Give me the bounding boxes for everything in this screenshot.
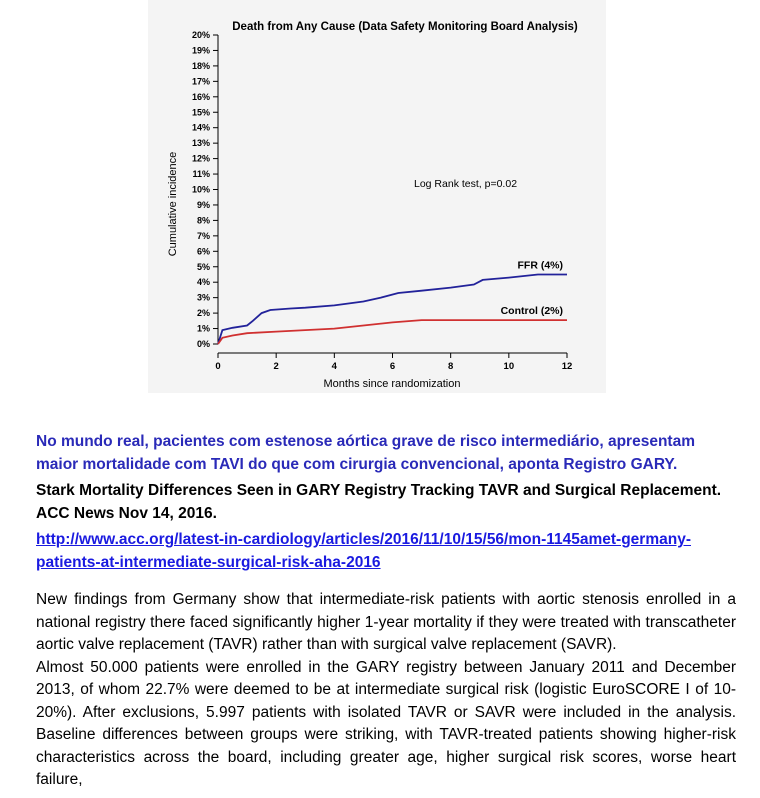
- x-axis-label: Months since randomization: [323, 378, 461, 390]
- article-body: [36, 589, 736, 792]
- y-tick-label: 16%: [191, 91, 210, 102]
- y-tick-label: 2%: [196, 308, 210, 319]
- km-chart: [148, 0, 606, 393]
- y-tick-label: 3%: [196, 292, 210, 303]
- y-tick-label: 13%: [191, 138, 210, 149]
- y-tick-label: 18%: [191, 60, 210, 71]
- x-tick-label: 0: [215, 361, 221, 372]
- x-tick-label: 6: [389, 361, 396, 372]
- paragraph-1: New findings from Germany show that intermediate-risk patients with aortic stenosis enrolled in a national registry there faced significantly higher 1-year mortality if they were treated with transcatheter aortic valve replacement (TAVR) rather than with surgical valve replacement (SAVR).: [36, 591, 736, 653]
- y-tick-label: 9%: [196, 199, 210, 210]
- y-tick-label: 7%: [196, 230, 210, 241]
- article-link[interactable]: http://www.acc.org/latest-in-cardiology/articles/2016/11/10/15/56/mon-1145amet-germany-patients-at-intermediate-surgical-risk-aha-2016: [36, 531, 691, 571]
- y-tick-label: 6%: [196, 246, 210, 257]
- y-ticks: [192, 30, 218, 349]
- x-tick-label: 10: [503, 361, 515, 372]
- y-tick-label: 12%: [191, 153, 210, 164]
- y-tick-label: 1%: [196, 323, 210, 334]
- y-axis-label: Cumulative incidence: [167, 151, 179, 257]
- article-headline: No mundo real, pacientes com estenose aórtica grave de risco intermediário, apresentam maior mortalidade com TAVI do que com cirurgia convencional, aponta Registro GARY.: [36, 433, 695, 473]
- y-tick-label: 11%: [192, 169, 210, 180]
- y-tick-label: 5%: [196, 261, 210, 272]
- y-tick-label: 17%: [191, 76, 210, 87]
- x-tick-label: 2: [273, 361, 279, 372]
- x-tick-label: 8: [448, 361, 454, 372]
- y-tick-label: 20%: [191, 30, 210, 40]
- paragraph-2: Almost 50.000 patients were enrolled in the GARY registry between January 2011 and December 2013, of whom 22.7% were deemed to be at intermediate surgical risk (logistic EuroSCORE I of 10-20%). After exclusions, 5.997 patients with isolated TAVR or SAVR were included in the analysis. Baseline differences between groups were striking, with TAVR-treated patients showing higher-risk characteristics across the board, including greater age, higher surgical risk scores, worse heart failure,: [36, 658, 736, 788]
- article-source: Stark Mortality Differences Seen in GARY Registry Tracking TAVR and Surgical Replacement. ACC News Nov 14, 2016.: [36, 482, 722, 522]
- y-tick-label: 8%: [196, 215, 210, 226]
- y-tick-label: 4%: [196, 277, 210, 288]
- control-series-label: Control (2%): [500, 305, 563, 318]
- y-tick-label: 0%: [196, 339, 210, 349]
- x-tick-label: 12: [561, 361, 573, 372]
- chart-figure: [148, 0, 606, 393]
- ffr-series-label: FFR (4%): [517, 259, 563, 272]
- series-lines: [218, 259, 567, 344]
- control-series-line: [218, 320, 567, 344]
- y-tick-label: 15%: [191, 107, 210, 118]
- y-tick-label: 10%: [191, 184, 210, 195]
- log-rank-annotation: Log Rank test, p=0.02: [414, 178, 518, 190]
- chart-title: Death from Any Cause (Data Safety Monitoring Board Analysis): [232, 21, 578, 33]
- y-tick-label: 14%: [191, 122, 210, 133]
- x-ticks: [215, 353, 572, 372]
- y-tick-label: 19%: [191, 45, 210, 56]
- x-tick-label: 4: [331, 361, 337, 372]
